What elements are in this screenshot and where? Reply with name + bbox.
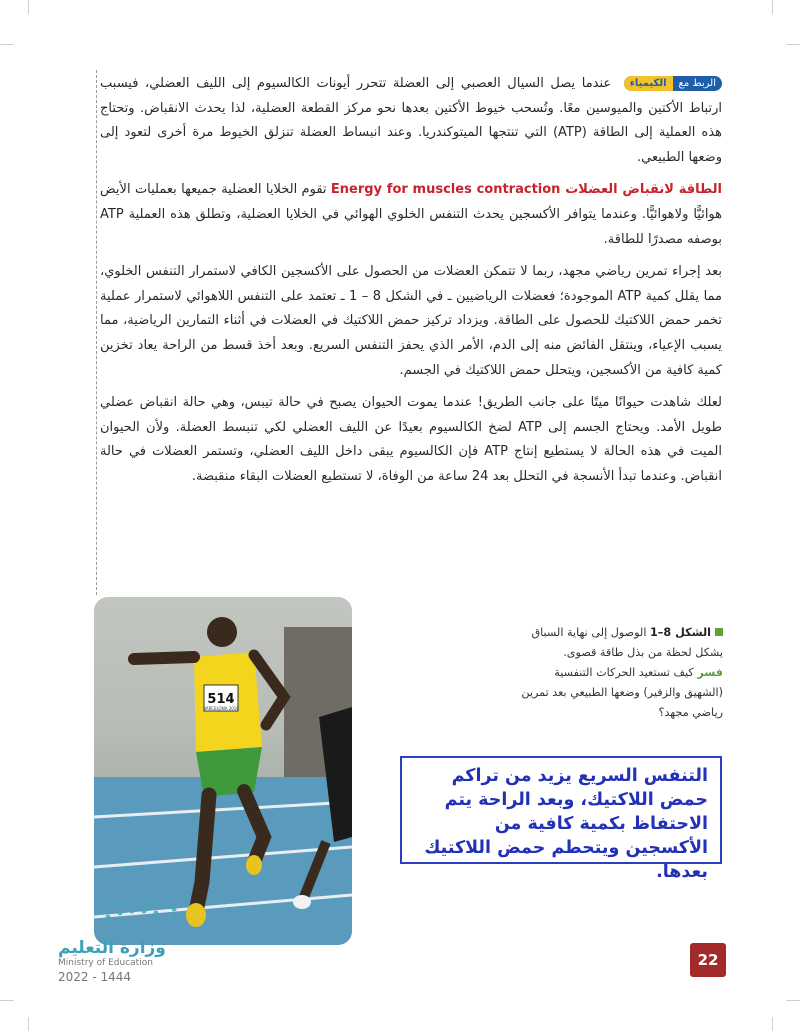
- ministry-logo-arabic: وزارة التعليم: [58, 938, 166, 958]
- column-divider: [96, 70, 97, 595]
- crop-mark: [772, 0, 773, 14]
- figure-label: الشكل 8–1: [650, 626, 711, 639]
- bib-subtitle: BARCELONA 2010: [203, 706, 239, 711]
- page-number: 22: [690, 943, 726, 977]
- edition-year: 2022 - 1444: [58, 970, 132, 984]
- paragraph-text: تقوم الخلايا العضلية جميعها بعمليات الأيض هوائيًّا ولاهوائيًّا. وعندما يتوافر الأكسجين يحدث التنفس الخلوي الهوائي في الخلايا العضلية، وتطلق هذه العملية ATP بوصفه مصدرًا للطاقة.: [100, 182, 722, 247]
- crop-mark: [786, 44, 800, 45]
- caption-question: كيف تستعيد الحركات التنفسية (الشهيق والزفير) وضعها الطبيعي بعد تمرين رياضي مجهد؟: [521, 666, 723, 719]
- paragraph-rigor: لعلك شاهدت حيوانًا ميتًا على جانب الطريق! عندما يموت الحيوان يصبح في حالة تيبس، وهي حالة انقباض عضلي طويل الأمد. ويحتاج الجسم إلى ATP لضخ الكالسيوم بعيدًا عن الليف العضلي لكي تنبسط العضلة. ولأن الحيوان الميت في هذه الحالة لا يستطيع إنتاج ATP فإن الكالسيوم يبقى داخل الليف العضلي، وتستمر العضلات في حالة انقباض. وعندما تبدأ الأنسجة في التحلل بعد 24 ساعة من الوفاة، لا تستطيع العضلات البقاء منقبضة.: [100, 395, 722, 484]
- paragraph-chemistry-link: [100, 72, 722, 170]
- paragraph-energy: [100, 178, 722, 252]
- figure-caption: [518, 623, 723, 723]
- crop-mark: [0, 1000, 14, 1001]
- bib-number: 514: [207, 692, 235, 707]
- crop-mark: [28, 1017, 29, 1031]
- chemistry-link-tag: الربط معالكيمياء: [624, 76, 722, 91]
- crop-mark: [0, 44, 14, 45]
- main-text: [100, 72, 722, 498]
- paragraph-lactic-acid: بعد إجراء تمرين رياضي مجهد، ربما لا تتمكن العضلات من الحصول على الأكسجين الكافي لاستمرار التنفس الخلوي، مما يقلل كمية ATP الموجودة؛ فعضلات الرياضيين ـ في الشكل 8 – 1 ـ تعتمد على التنفس اللاهوائي لاستمرار عملية تخمر حمض اللاكتيك للحصول على الطاقة. ويزداد تركيز حمض اللاكتيك في العضلات في أثناء التمارين الرياضية، مما يسبب الإعياء، وينتقل الفائض منه إلى الدم، الأمر الذي يحفز التنفس السريع. وبعد أخذ قسط من الراحة يعاد تخزين كمية كافية من الأكسجين، ويتحلل حمض اللاكتيك في الجسم.: [100, 264, 723, 378]
- caption-marker: [715, 628, 723, 636]
- caption-text: الوصول إلى نهاية السباق يشكل لحظة من بذل طاقة قصوى.: [531, 626, 723, 659]
- question-label: فسر: [697, 666, 723, 679]
- crop-mark: [28, 0, 29, 14]
- ministry-logo-english: Ministry of Education: [58, 958, 153, 968]
- runner-illustration: [94, 597, 352, 945]
- runner-photo: [94, 597, 352, 945]
- paragraph-text: عندما يصل السيال العصبي إلى العضلة تتحرر أيونات الكالسيوم إلى الليف العضلي، فيسبب ارتباط الأكتين والميوسين معًا. وتُسحب خيوط الأكتين بعدها نحو مركز القطعة العضلية، لذا يحدث الانقباض. وتحتاج هذه العملية إلى الطاقة (ATP) التي تنتجها الميتوكندريا. وعند انبساط العضلة تنزلق الخيوط مرة أخرى لتعود إلى وضعها الطبيعي.: [100, 76, 723, 165]
- handwritten-answer-box: التنفس السريع يزيد من تراكم حمض اللاكتيك، وبعد الراحة يتم الاحتفاظ بكمية كافية من الأكسجين ويتحطم حمض اللاكتيك بعدها.: [400, 756, 722, 864]
- crop-mark: [772, 1017, 773, 1031]
- crop-mark: [786, 1000, 800, 1001]
- section-heading: الطاقة لانقباض العضلات Energy for muscles contraction: [330, 182, 723, 198]
